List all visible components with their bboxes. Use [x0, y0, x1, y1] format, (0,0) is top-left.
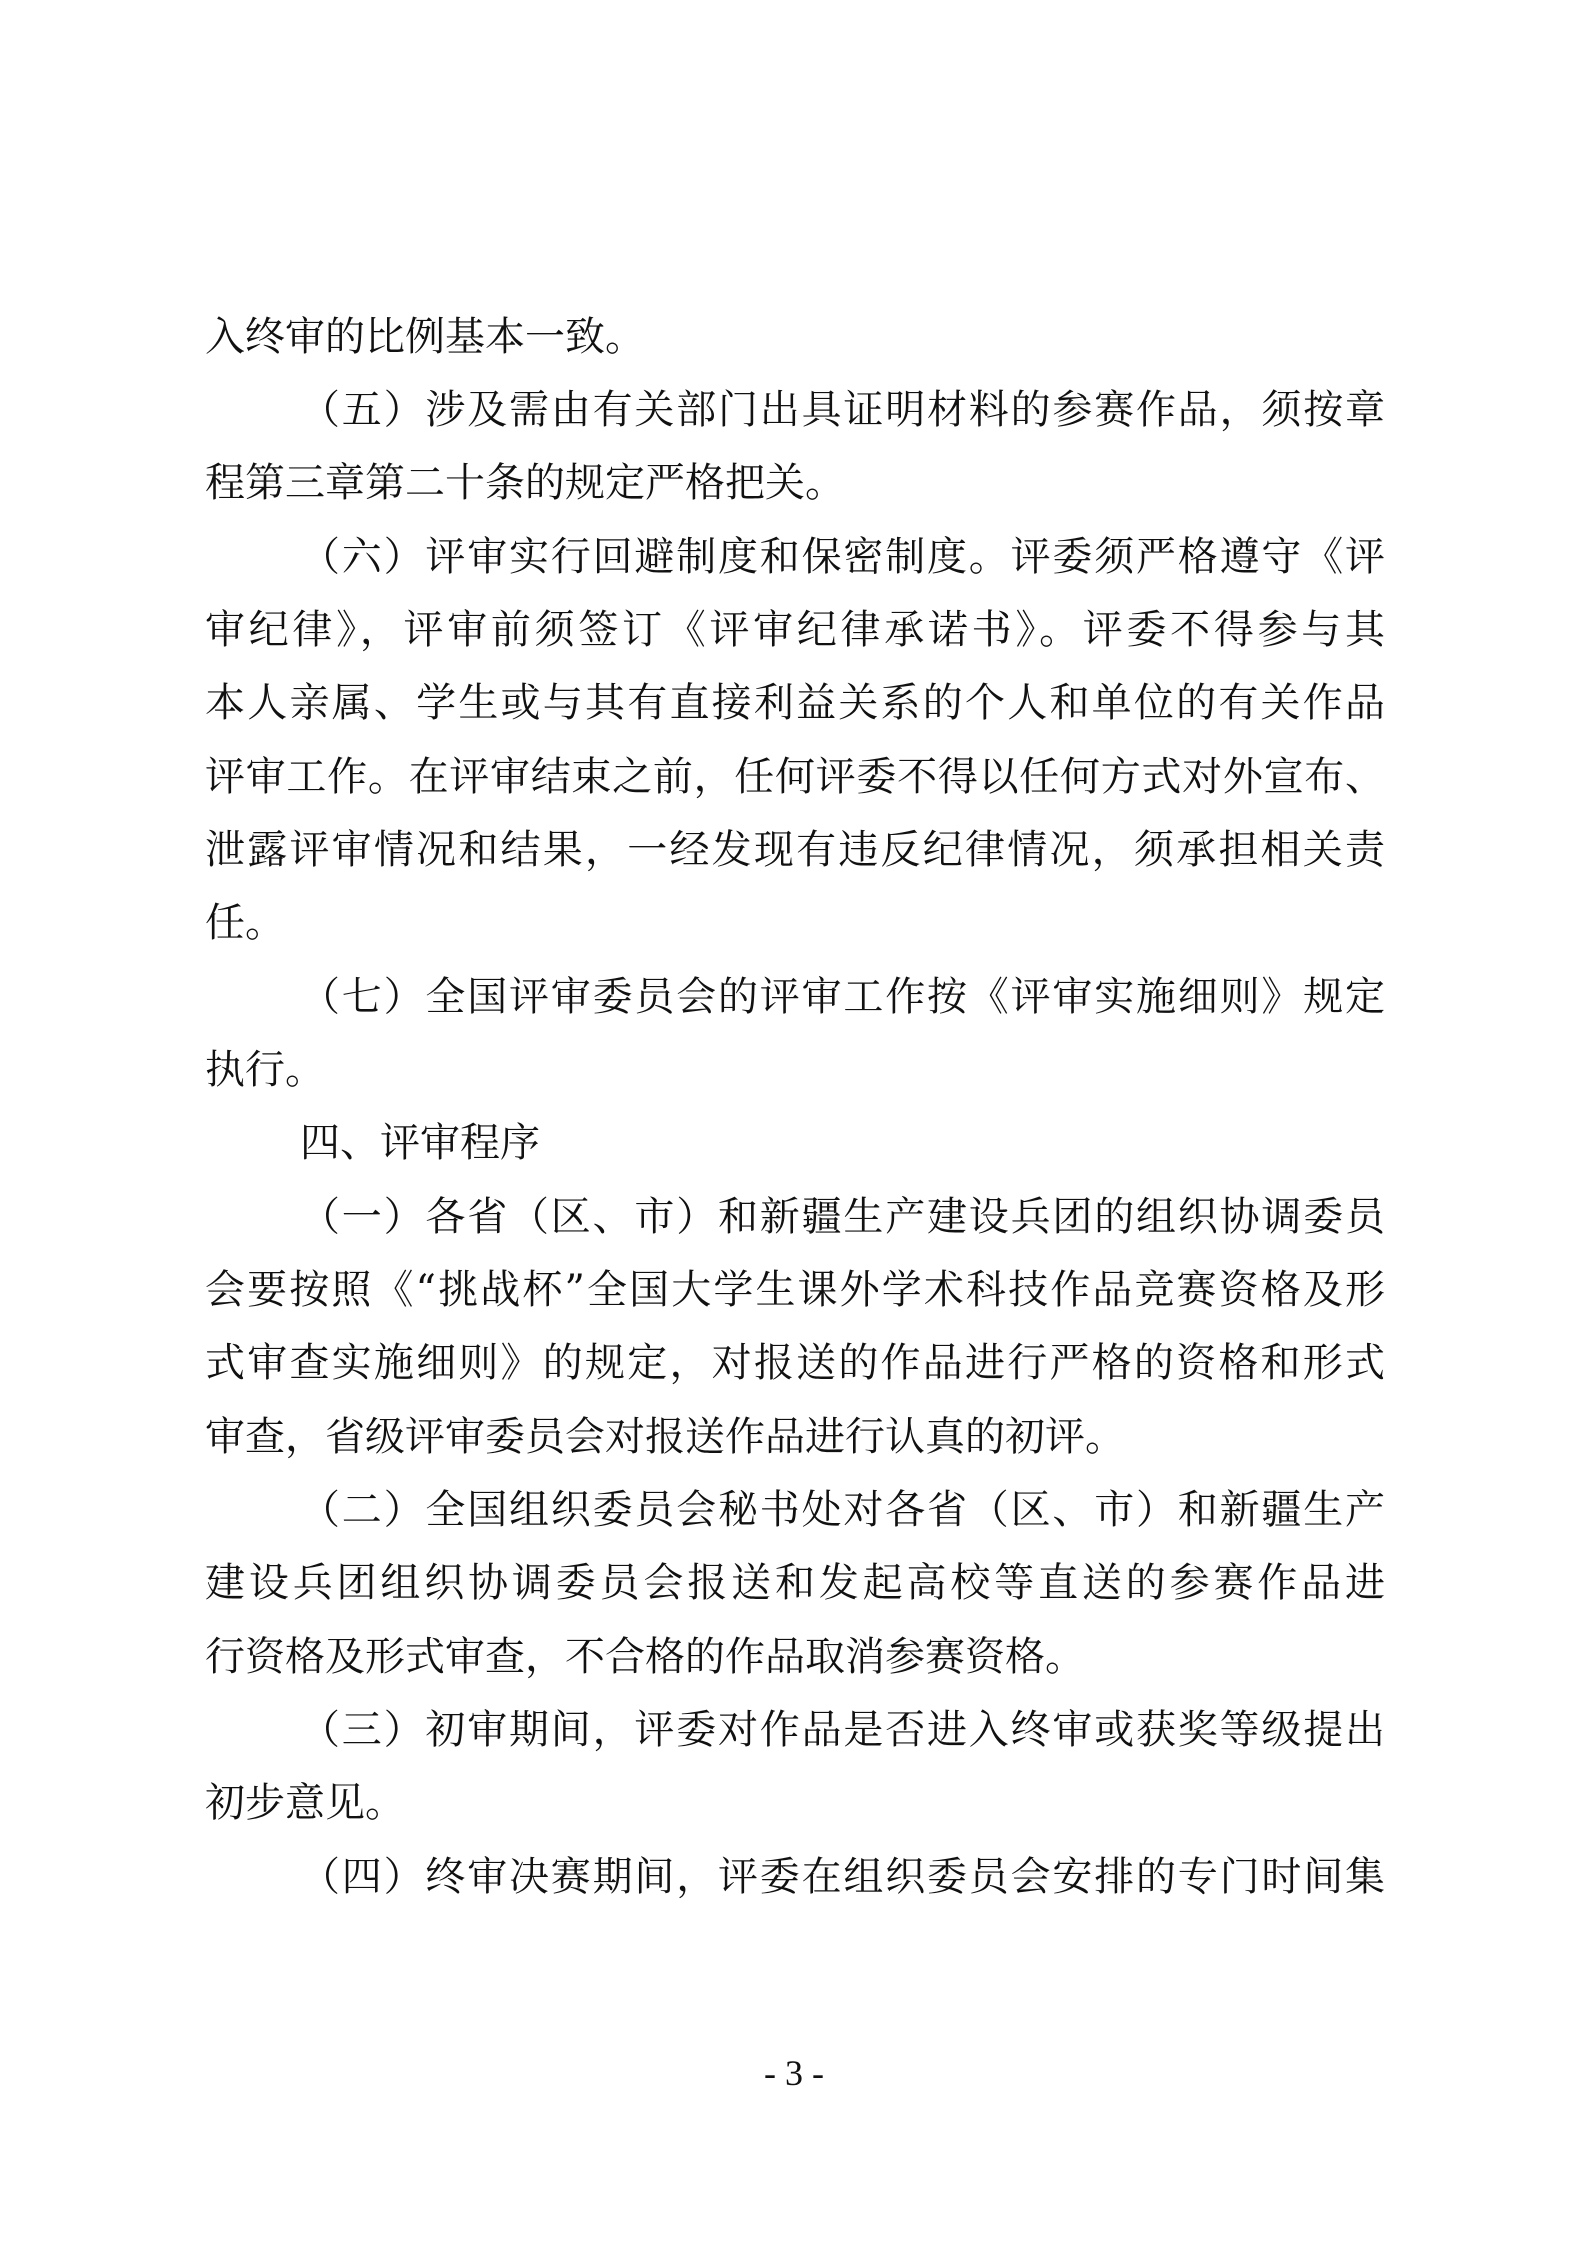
paragraph-line: 会要按照《“挑战杯”全国大学生课外学术科技作品竞赛资格及形 — [205, 1267, 1385, 1313]
paragraph-line: 执行。 — [205, 1047, 325, 1093]
section-heading: 四、评审程序 — [300, 1120, 540, 1166]
paragraph-line: （一）各省（区、市）和新疆生产建设兵团的组织协调委员 — [300, 1194, 1385, 1240]
paragraph-line: 评审工作。在评审结束之前，任何评委不得以任何方式对外宣布、 — [205, 754, 1385, 800]
paragraph-line: 本人亲属、学生或与其有直接利益关系的个人和单位的有关作品 — [205, 680, 1385, 726]
paragraph-line: 式审查实施细则》的规定，对报送的作品进行严格的资格和形式 — [205, 1340, 1385, 1386]
paragraph-line: 审纪律》，评审前须签订《评审纪律承诺书》。评委不得参与其 — [205, 607, 1385, 653]
paragraph-line: （四）终审决赛期间，评委在组织委员会安排的专门时间集 — [300, 1854, 1385, 1900]
page-number: - 3 - — [764, 2053, 824, 2093]
paragraph-line: 行资格及形式审查，不合格的作品取消参赛资格。 — [205, 1634, 1085, 1680]
paragraph-line: （六）评审实行回避制度和保密制度。评委须严格遵守《评 — [300, 534, 1385, 580]
paragraph-line: 建设兵团组织协调委员会报送和发起高校等直送的参赛作品进 — [205, 1560, 1385, 1606]
paragraph-line: 任。 — [205, 900, 285, 946]
paragraph-line: （二）全国组织委员会秘书处对各省（区、市）和新疆生产 — [300, 1487, 1385, 1533]
paragraph-line: 审查，省级评审委员会对报送作品进行认真的初评。 — [205, 1414, 1125, 1460]
paragraph-line: 程第三章第二十条的规定严格把关。 — [205, 460, 845, 506]
paragraph-line: 初步意见。 — [205, 1780, 405, 1826]
paragraph-line: （五）涉及需由有关部门出具证明材料的参赛作品，须按章 — [300, 387, 1385, 433]
paragraph-line: 泄露评审情况和结果，一经发现有违反纪律情况，须承担相关责 — [205, 827, 1385, 873]
paragraph-line: （七）全国评审委员会的评审工作按《评审实施细则》规定 — [300, 974, 1385, 1020]
paragraph-line: （三）初审期间，评委对作品是否进入终审或获奖等级提出 — [300, 1707, 1385, 1753]
paragraph-line: 入终审的比例基本一致。 — [205, 314, 645, 360]
